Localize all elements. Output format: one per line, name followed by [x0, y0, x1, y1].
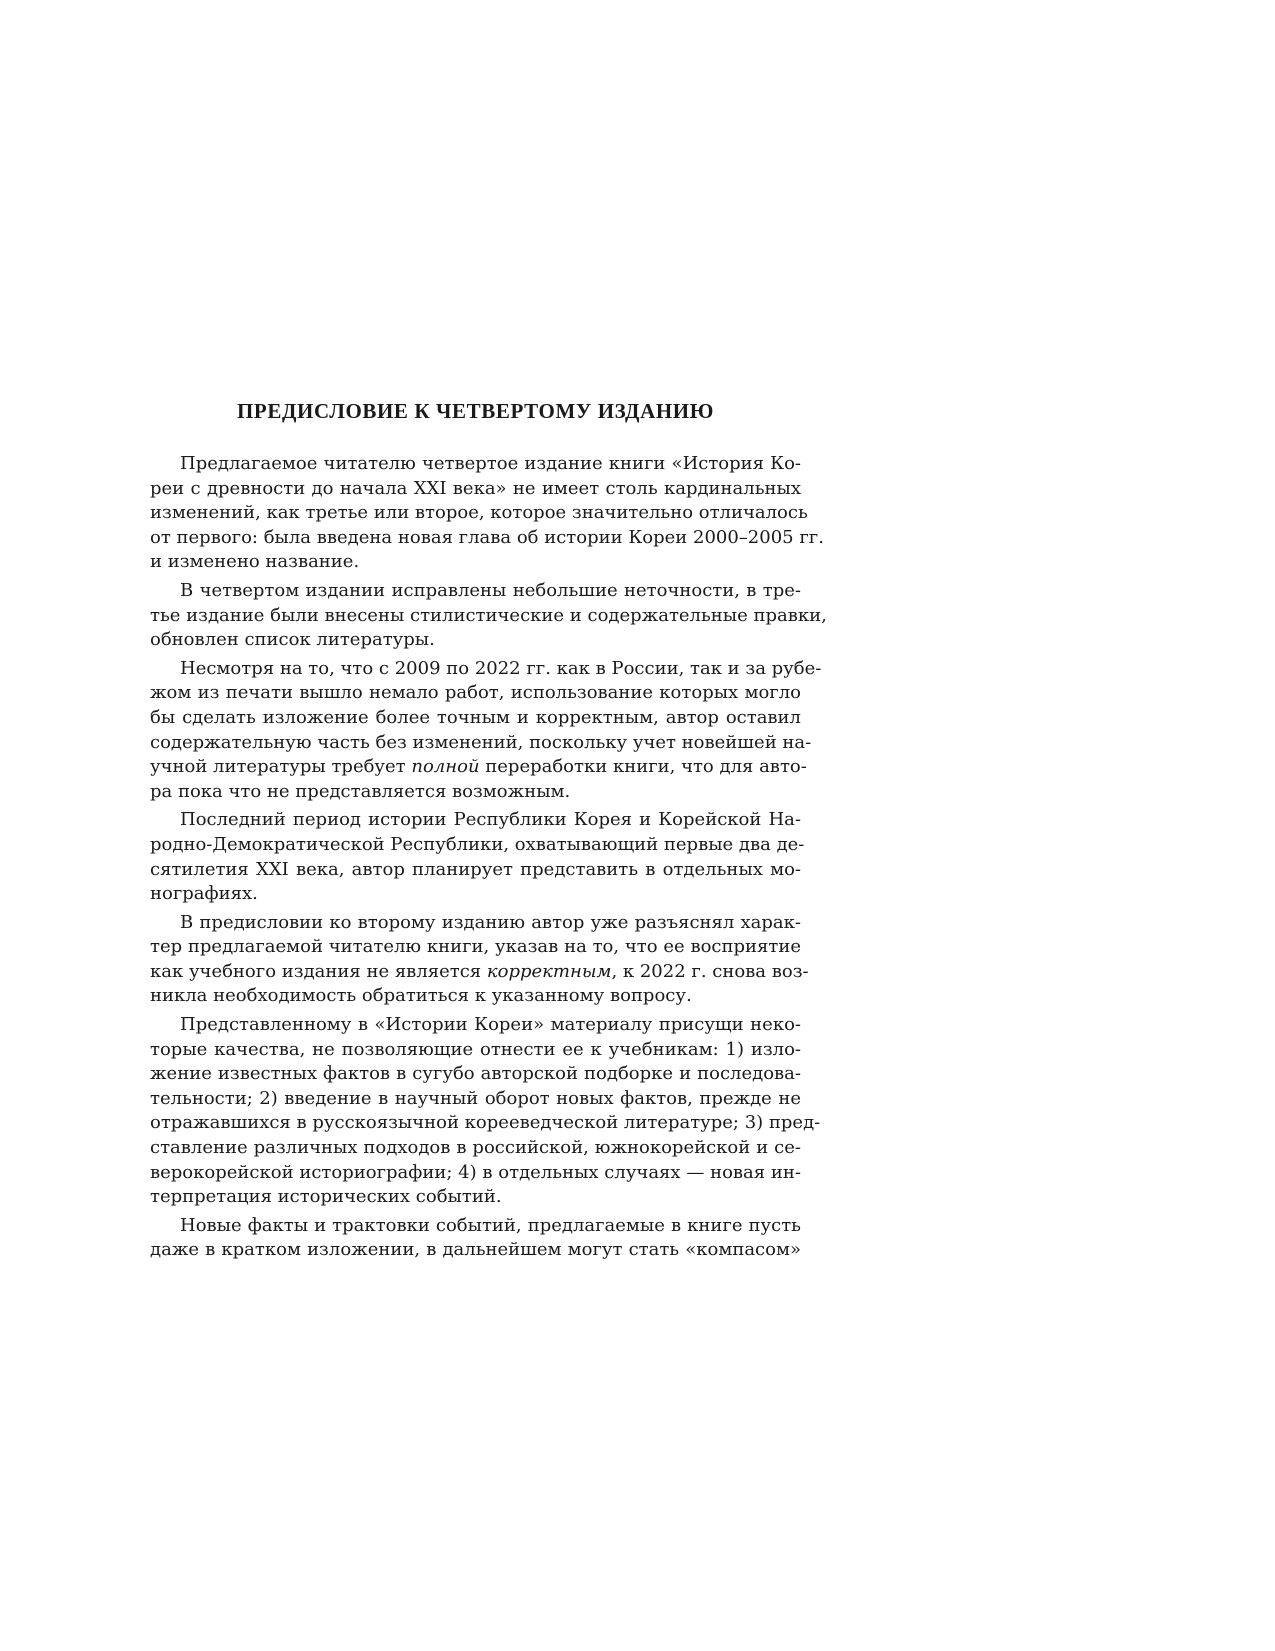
text-segment: как учебного издания не является	[150, 960, 487, 982]
text-line: реи с древности до начала XXI века» не имеет столь кардинальных	[150, 477, 801, 499]
emphasis-word: полной	[411, 756, 480, 778]
text-line: Предлагаемое читателю четвертое издание книги «История Ко-	[180, 453, 801, 474]
text-line: верокорейской историографии; 4) в отдельных случаях — новая ин-	[150, 1161, 801, 1183]
text-line: тельности; 2) введение в научный оборот новых фактов, прежде не	[150, 1087, 801, 1109]
text-line: родно-Демократической Республики, охватывающий первые два де-	[150, 833, 805, 855]
text-line: жение известных фактов в сугубо авторской подборке и последова-	[150, 1063, 801, 1085]
paragraph-3	[150, 657, 822, 805]
text-line: даже в кратком изложении, в дальнейшем могут стать «компасом»	[150, 1239, 801, 1261]
text-line: никла необходимость обратиться к указанному вопросу.	[150, 985, 692, 1007]
book-page	[150, 0, 827, 1651]
paragraph-5	[150, 911, 809, 1009]
text-line: содержательную часть без изменений, поскольку учет новейшей на-	[150, 731, 812, 753]
page-title: ПРЕДИСЛОВИЕ К ЧЕТВЕРТОМУ ИЗДАНИЮ	[237, 399, 714, 423]
text-line: сятилетия XXI века, автор планирует представить в отдельных мо-	[150, 858, 801, 880]
text-line: отражавшихся в русскоязычной корееведческой литературе; 3) пред-	[150, 1112, 821, 1134]
text-segment: , к 2022 г. снова воз-	[611, 960, 809, 982]
text-line: обновлен список литературы.	[150, 629, 435, 651]
emphasis-word: корректным	[486, 960, 612, 982]
text-line: Представленному в «Истории Кореи» материалу присущи неко-	[180, 1014, 801, 1036]
paragraph-7	[150, 1214, 801, 1263]
preface-body	[150, 452, 827, 1267]
text-line: Последний период истории Республики Корея и Корейской На-	[180, 809, 801, 831]
text-line: от первого: была введена новая глава об истории Кореи 2000–2005 гг.	[150, 526, 824, 548]
paragraph-6	[150, 1013, 821, 1210]
text-line: нографиях.	[150, 883, 258, 905]
text-segment: переработки книги, что для авто-	[479, 756, 807, 778]
text-line: Несмотря на то, что с 2009 по 2022 гг. как в России, так и за рубе-	[180, 657, 822, 679]
text-line: В четвертом издании исправлены небольшие неточности, в тре-	[180, 579, 801, 601]
text-line: ставление различных подходов в российской, южнокорейской и се-	[150, 1137, 801, 1159]
text-segment: учной литературы требует	[150, 756, 412, 778]
text-line: тье издание были внесены стилистические и содержательные правки,	[150, 604, 827, 626]
text-line-with-emphasis	[150, 960, 809, 985]
paragraph-1	[150, 452, 824, 575]
paragraph-2	[150, 579, 827, 653]
text-line: изменений, как третье или второе, которое значительно отличалось	[150, 502, 808, 524]
text-line: терпретация исторических событий.	[150, 1186, 502, 1208]
text-line: Новые факты и трактовки событий, предлагаемые в книге пусть	[180, 1214, 801, 1236]
text-line: и изменено название.	[150, 551, 360, 573]
text-line: тер предлагаемой читателю книги, указав на то, что ее восприятие	[150, 936, 801, 958]
paragraph-4	[150, 808, 805, 906]
text-line: ра пока что не представляется возможным.	[150, 780, 571, 802]
text-line: бы сделать изложение более точным и корректным, автор оставил	[150, 706, 801, 728]
text-line: торые качества, не позволяющие отнести ее к учебникам: 1) изло-	[150, 1038, 801, 1060]
text-line: жом из печати вышло немало работ, использование которых могло	[150, 682, 801, 704]
text-line-with-emphasis	[150, 755, 807, 780]
text-line: В предисловии ко второму изданию автор уже разъяснял харак-	[180, 911, 801, 933]
